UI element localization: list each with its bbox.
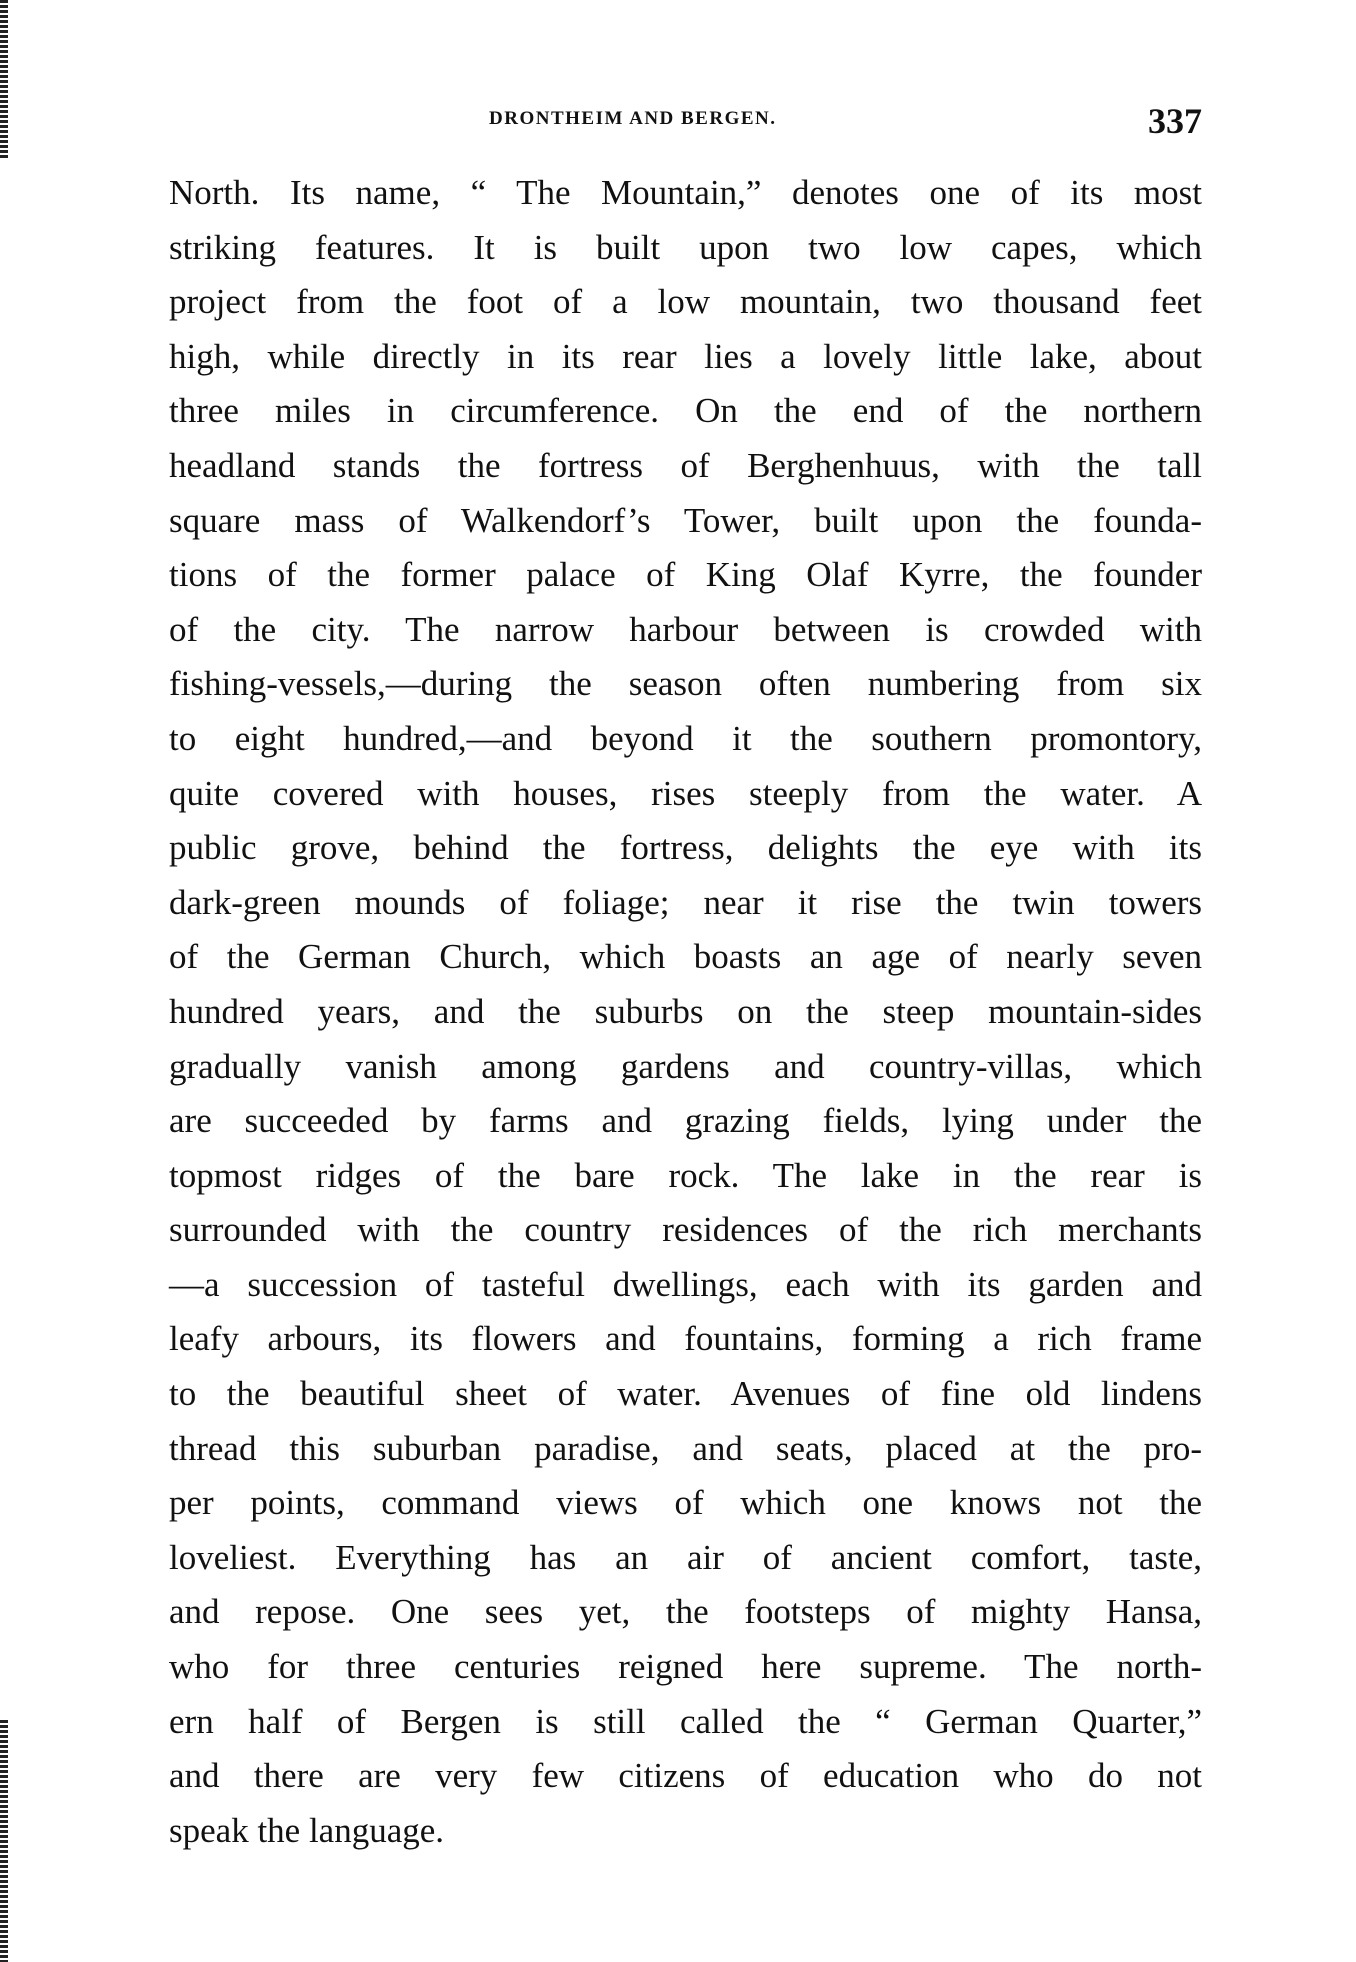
text-line: high, while directly in its rear lies a lovely little lake, about [169,336,1202,376]
text-line: North. Its name, “ The Mountain,” denotes one of its most [169,173,1202,212]
text-line: dark-green mounds of foliage; near it rise the twin towers [169,882,1202,922]
body-text [169,166,1202,1858]
text-line: tions of the former palace of King Olaf Kyrre, the founder [169,555,1202,595]
page-edge-shadow-top [0,0,8,160]
text-line: hundred years, and the suburbs on the steep mountain-sides [169,991,1202,1031]
text-line: per points, command views of which one knows not the [169,1483,1202,1523]
text-line: three miles in circumference. On the end of the northern [169,391,1202,431]
text-line: and there are very few citizens of education who do not [169,1756,1202,1796]
text-line: to eight hundred,—and beyond it the southern promontory, [169,718,1202,758]
text-line: speak the language. [169,1810,445,1850]
text-line: and repose. One sees yet, the footsteps of mighty Hansa, [169,1592,1202,1632]
text-line: project from the foot of a low mountain, two thousand feet [169,282,1202,322]
text-line: loveliest. Everything has an air of ancient comfort, taste, [169,1537,1202,1577]
running-title: DRONTHEIM AND BERGEN. [489,108,777,129]
text-line: to the beautiful sheet of water. Avenues of fine old lindens [169,1374,1202,1414]
text-line: public grove, behind the fortress, delights the eye with its [169,828,1202,868]
text-line: topmost ridges of the bare rock. The lake in the rear is [169,1155,1202,1195]
text-line: thread this suburban paradise, and seats, placed at the pro- [169,1428,1202,1468]
text-line: —a succession of tasteful dwellings, each with its garden and [169,1264,1202,1304]
text-line: gradually vanish among gardens and country-villas, which [169,1046,1202,1086]
text-line: fishing-vessels,—during the season often numbering from six [169,664,1202,704]
page-edge-shadow-bottom [0,1720,8,1962]
page-header [169,100,1202,144]
text-line: headland stands the fortress of Berghenhuus, with the tall [169,445,1202,485]
text-line: striking features. It is built upon two low capes, which [169,227,1202,267]
page-number: 337 [1148,101,1202,141]
text-line: quite covered with houses, rises steeply from the water. A [169,773,1202,813]
text-line: surrounded with the country residences of the rich merchants [169,1210,1202,1250]
text-line: of the German Church, which boasts an age of nearly seven [169,937,1202,977]
text-line: of the city. The narrow harbour between is crowded with [169,609,1202,649]
text-line: who for three centuries reigned here supreme. The north- [169,1647,1202,1687]
text-line: square mass of Walkendorf’s Tower, built upon the founda- [169,500,1202,540]
text-line: ern half of Bergen is still called the “ German Quarter,” [169,1701,1202,1741]
text-line: leafy arbours, its flowers and fountains, forming a rich frame [169,1319,1202,1359]
text-line: are succeeded by farms and grazing fields, lying under the [169,1101,1202,1141]
